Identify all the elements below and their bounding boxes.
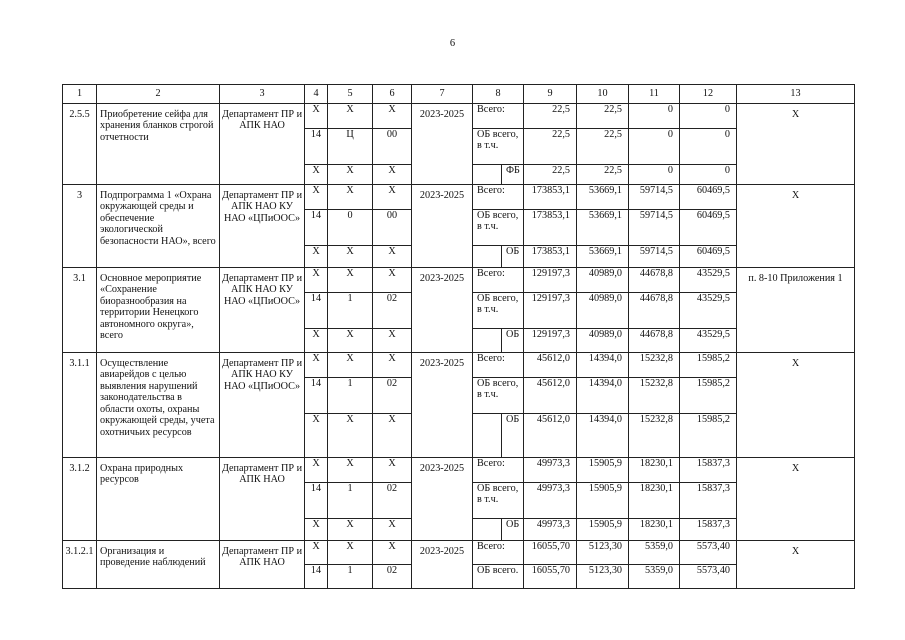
- header-cell: 7: [412, 85, 473, 104]
- funding-source: Всего:: [473, 104, 524, 129]
- item-code: 3.1: [63, 268, 97, 353]
- value-2024: 18230,1: [629, 458, 680, 483]
- value-total: 173853,1: [524, 246, 577, 268]
- col4-cell: Х: [305, 185, 328, 210]
- col6-cell: Х: [373, 541, 412, 565]
- funding-source: Всего:: [473, 353, 524, 378]
- funding-source: Всего:: [473, 458, 524, 483]
- item-code: 2.5.5: [63, 104, 97, 185]
- value-2024: 5359,0: [629, 565, 680, 589]
- funding-source: ОБ всего, в т.ч.: [473, 129, 524, 165]
- value-2023: 14394,0: [577, 414, 629, 458]
- value-2025: 0: [680, 165, 737, 185]
- item-name: Подпрограмма 1 «Охрана окружающей среды и обеспечение экологической безопасности НАО», всего: [97, 185, 220, 268]
- item-name: Осуществление авиарейдов с целью выявления нарушений законодательства в области охоты, охраны окружающей среды, учета охотничьих ресурсов: [97, 353, 220, 458]
- header-cell: 13: [737, 85, 855, 104]
- item-name: Основное мероприятие «Сохранение биоразнообразия на территории Ненецкого автономного округа», всего: [97, 268, 220, 353]
- table-row: [63, 541, 855, 565]
- notes-cell: Х: [737, 353, 855, 458]
- col4-cell: 14: [305, 293, 328, 329]
- value-2023: 53669,1: [577, 185, 629, 210]
- responsible-dept: Департамент ПР и АПК НАО КУ НАО «ЦПиООС»: [220, 353, 305, 458]
- col5-cell: 1: [328, 565, 373, 589]
- col5-cell: Х: [328, 185, 373, 210]
- value-2025: 60469,5: [680, 185, 737, 210]
- value-total: 173853,1: [524, 185, 577, 210]
- table-row: [63, 185, 855, 210]
- blank-cell: [473, 519, 502, 541]
- value-2025: 15837,3: [680, 458, 737, 483]
- funding-source: Всего:: [473, 268, 524, 293]
- header-cell: 1: [63, 85, 97, 104]
- value-2025: 5573,40: [680, 541, 737, 565]
- col5-cell: Х: [328, 268, 373, 293]
- value-2023: 15905,9: [577, 519, 629, 541]
- col4-cell: Х: [305, 541, 328, 565]
- col5-cell: 1: [328, 293, 373, 329]
- table-row: [63, 104, 855, 129]
- funding-source: Всего:: [473, 185, 524, 210]
- funding-source: ОБ всего, в т.ч.: [473, 210, 524, 246]
- funding-source: ОБ всего, в т.ч.: [473, 293, 524, 329]
- funding-source: ОБ всего.: [473, 565, 524, 589]
- col4-cell: 14: [305, 210, 328, 246]
- item-code: 3: [63, 185, 97, 268]
- funding-source: Всего:: [473, 541, 524, 565]
- value-total: 45612,0: [524, 378, 577, 414]
- value-2024: 0: [629, 165, 680, 185]
- value-2023: 5123,30: [577, 565, 629, 589]
- value-2025: 60469,5: [680, 246, 737, 268]
- value-total: 129197,3: [524, 268, 577, 293]
- years-cell: 2023-2025: [412, 268, 473, 353]
- value-total: 129197,3: [524, 329, 577, 353]
- col6-cell: Х: [373, 104, 412, 129]
- value-2025: 43529,5: [680, 329, 737, 353]
- value-2023: 22,5: [577, 129, 629, 165]
- col4-cell: Х: [305, 246, 328, 268]
- notes-cell: п. 8-10 Приложения 1: [737, 268, 855, 353]
- value-2024: 0: [629, 129, 680, 165]
- responsible-dept: Департамент ПР и АПК НАО КУ НАО «ЦПиООС»: [220, 268, 305, 353]
- col6-cell: 00: [373, 210, 412, 246]
- years-cell: 2023-2025: [412, 353, 473, 458]
- value-total: 45612,0: [524, 414, 577, 458]
- funding-source: ОБ: [502, 246, 524, 268]
- value-2025: 15837,3: [680, 519, 737, 541]
- value-2024: 44678,8: [629, 268, 680, 293]
- value-total: 22,5: [524, 129, 577, 165]
- header-cell: 8: [473, 85, 524, 104]
- item-name: Охрана природных ресурсов: [97, 458, 220, 541]
- value-total: 45612,0: [524, 353, 577, 378]
- col4-cell: Х: [305, 268, 328, 293]
- value-2023: 40989,0: [577, 293, 629, 329]
- col4-cell: Х: [305, 519, 328, 541]
- value-2025: 15985,2: [680, 353, 737, 378]
- col6-cell: Х: [373, 165, 412, 185]
- col6-cell: Х: [373, 185, 412, 210]
- notes-cell: Х: [737, 458, 855, 541]
- value-2024: 15232,8: [629, 353, 680, 378]
- responsible-dept: Департамент ПР и АПК НАО КУ НАО «ЦПиООС»: [220, 185, 305, 268]
- col6-cell: 02: [373, 378, 412, 414]
- notes-cell: Х: [737, 541, 855, 589]
- blank-cell: [473, 414, 502, 458]
- col6-cell: 02: [373, 483, 412, 519]
- col5-cell: 1: [328, 483, 373, 519]
- funding-source: ОБ: [502, 329, 524, 353]
- col6-cell: Х: [373, 329, 412, 353]
- col6-cell: Х: [373, 246, 412, 268]
- header-cell: 5: [328, 85, 373, 104]
- table-row: [63, 458, 855, 483]
- item-name: Приобретение сейфа для хранения бланков строгой отчетности: [97, 104, 220, 185]
- value-total: 22,5: [524, 165, 577, 185]
- value-total: 49973,3: [524, 519, 577, 541]
- col6-cell: Х: [373, 353, 412, 378]
- col5-cell: Х: [328, 246, 373, 268]
- col6-cell: Х: [373, 414, 412, 458]
- value-total: 22,5: [524, 104, 577, 129]
- value-2025: 43529,5: [680, 268, 737, 293]
- col4-cell: 14: [305, 378, 328, 414]
- value-2023: 53669,1: [577, 246, 629, 268]
- col4-cell: 14: [305, 129, 328, 165]
- funding-source: ОБ всего, в т.ч.: [473, 378, 524, 414]
- col5-cell: 1: [328, 378, 373, 414]
- col4-cell: Х: [305, 458, 328, 483]
- value-2023: 22,5: [577, 104, 629, 129]
- col6-cell: 00: [373, 129, 412, 165]
- blank-cell: [473, 165, 502, 185]
- col5-cell: Х: [328, 353, 373, 378]
- col4-cell: Х: [305, 329, 328, 353]
- col5-cell: 0: [328, 210, 373, 246]
- years-cell: 2023-2025: [412, 104, 473, 185]
- value-2024: 0: [629, 104, 680, 129]
- value-2023: 15905,9: [577, 458, 629, 483]
- value-2024: 44678,8: [629, 329, 680, 353]
- header-cell: 11: [629, 85, 680, 104]
- years-cell: 2023-2025: [412, 541, 473, 589]
- header-cell: 6: [373, 85, 412, 104]
- funding-source: ОБ: [502, 519, 524, 541]
- col5-cell: Х: [328, 541, 373, 565]
- col6-cell: 02: [373, 293, 412, 329]
- value-total: 49973,3: [524, 458, 577, 483]
- value-2024: 15232,8: [629, 414, 680, 458]
- item-code: 3.1.1: [63, 353, 97, 458]
- table-row: [63, 353, 855, 378]
- header-row: [63, 85, 855, 104]
- value-2025: 15985,2: [680, 378, 737, 414]
- value-2023: 14394,0: [577, 378, 629, 414]
- funding-source: ФБ: [502, 165, 524, 185]
- col6-cell: Х: [373, 268, 412, 293]
- value-total: 173853,1: [524, 210, 577, 246]
- header-cell: 12: [680, 85, 737, 104]
- col5-cell: Х: [328, 458, 373, 483]
- value-2023: 53669,1: [577, 210, 629, 246]
- value-2023: 15905,9: [577, 483, 629, 519]
- value-2024: 18230,1: [629, 483, 680, 519]
- value-2023: 5123,30: [577, 541, 629, 565]
- value-2024: 18230,1: [629, 519, 680, 541]
- col5-cell: Ц: [328, 129, 373, 165]
- item-code: 3.1.2.1: [63, 541, 97, 589]
- responsible-dept: Департамент ПР и АПК НАО: [220, 104, 305, 185]
- responsible-dept: Департамент ПР и АПК НАО: [220, 541, 305, 589]
- col5-cell: Х: [328, 519, 373, 541]
- value-2024: 5359,0: [629, 541, 680, 565]
- header-cell: 3: [220, 85, 305, 104]
- notes-cell: Х: [737, 185, 855, 268]
- header-cell: 10: [577, 85, 629, 104]
- value-2025: 15837,3: [680, 483, 737, 519]
- value-2025: 60469,5: [680, 210, 737, 246]
- col5-cell: Х: [328, 165, 373, 185]
- responsible-dept: Департамент ПР и АПК НАО: [220, 458, 305, 541]
- value-total: 16055,70: [524, 541, 577, 565]
- col5-cell: Х: [328, 414, 373, 458]
- col6-cell: Х: [373, 458, 412, 483]
- value-total: 16055,70: [524, 565, 577, 589]
- value-2025: 5573,40: [680, 565, 737, 589]
- value-2025: 0: [680, 129, 737, 165]
- value-2023: 22,5: [577, 165, 629, 185]
- col6-cell: 02: [373, 565, 412, 589]
- col5-cell: Х: [328, 329, 373, 353]
- funding-source: ОБ: [502, 414, 524, 458]
- value-2025: 15985,2: [680, 414, 737, 458]
- value-2023: 40989,0: [577, 329, 629, 353]
- value-2025: 0: [680, 104, 737, 129]
- notes-cell: Х: [737, 104, 855, 185]
- col4-cell: Х: [305, 104, 328, 129]
- col4-cell: 14: [305, 565, 328, 589]
- value-2024: 59714,5: [629, 246, 680, 268]
- blank-cell: [473, 246, 502, 268]
- col4-cell: Х: [305, 165, 328, 185]
- header-cell: 9: [524, 85, 577, 104]
- value-total: 49973,3: [524, 483, 577, 519]
- col4-cell: Х: [305, 414, 328, 458]
- value-2024: 44678,8: [629, 293, 680, 329]
- budget-table: [62, 84, 855, 589]
- item-code: 3.1.2: [63, 458, 97, 541]
- blank-cell: [473, 329, 502, 353]
- funding-source: ОБ всего, в т.ч.: [473, 483, 524, 519]
- value-2023: 40989,0: [577, 268, 629, 293]
- header-cell: 2: [97, 85, 220, 104]
- years-cell: 2023-2025: [412, 458, 473, 541]
- col4-cell: 14: [305, 483, 328, 519]
- value-2023: 14394,0: [577, 353, 629, 378]
- value-2025: 43529,5: [680, 293, 737, 329]
- col5-cell: Х: [328, 104, 373, 129]
- col4-cell: Х: [305, 353, 328, 378]
- years-cell: 2023-2025: [412, 185, 473, 268]
- value-2024: 15232,8: [629, 378, 680, 414]
- header-cell: 4: [305, 85, 328, 104]
- value-2024: 59714,5: [629, 185, 680, 210]
- table-row: [63, 268, 855, 293]
- value-total: 129197,3: [524, 293, 577, 329]
- col6-cell: Х: [373, 519, 412, 541]
- value-2024: 59714,5: [629, 210, 680, 246]
- page-number: 6: [449, 38, 456, 49]
- item-name: Организация и проведение наблюдений: [97, 541, 220, 589]
